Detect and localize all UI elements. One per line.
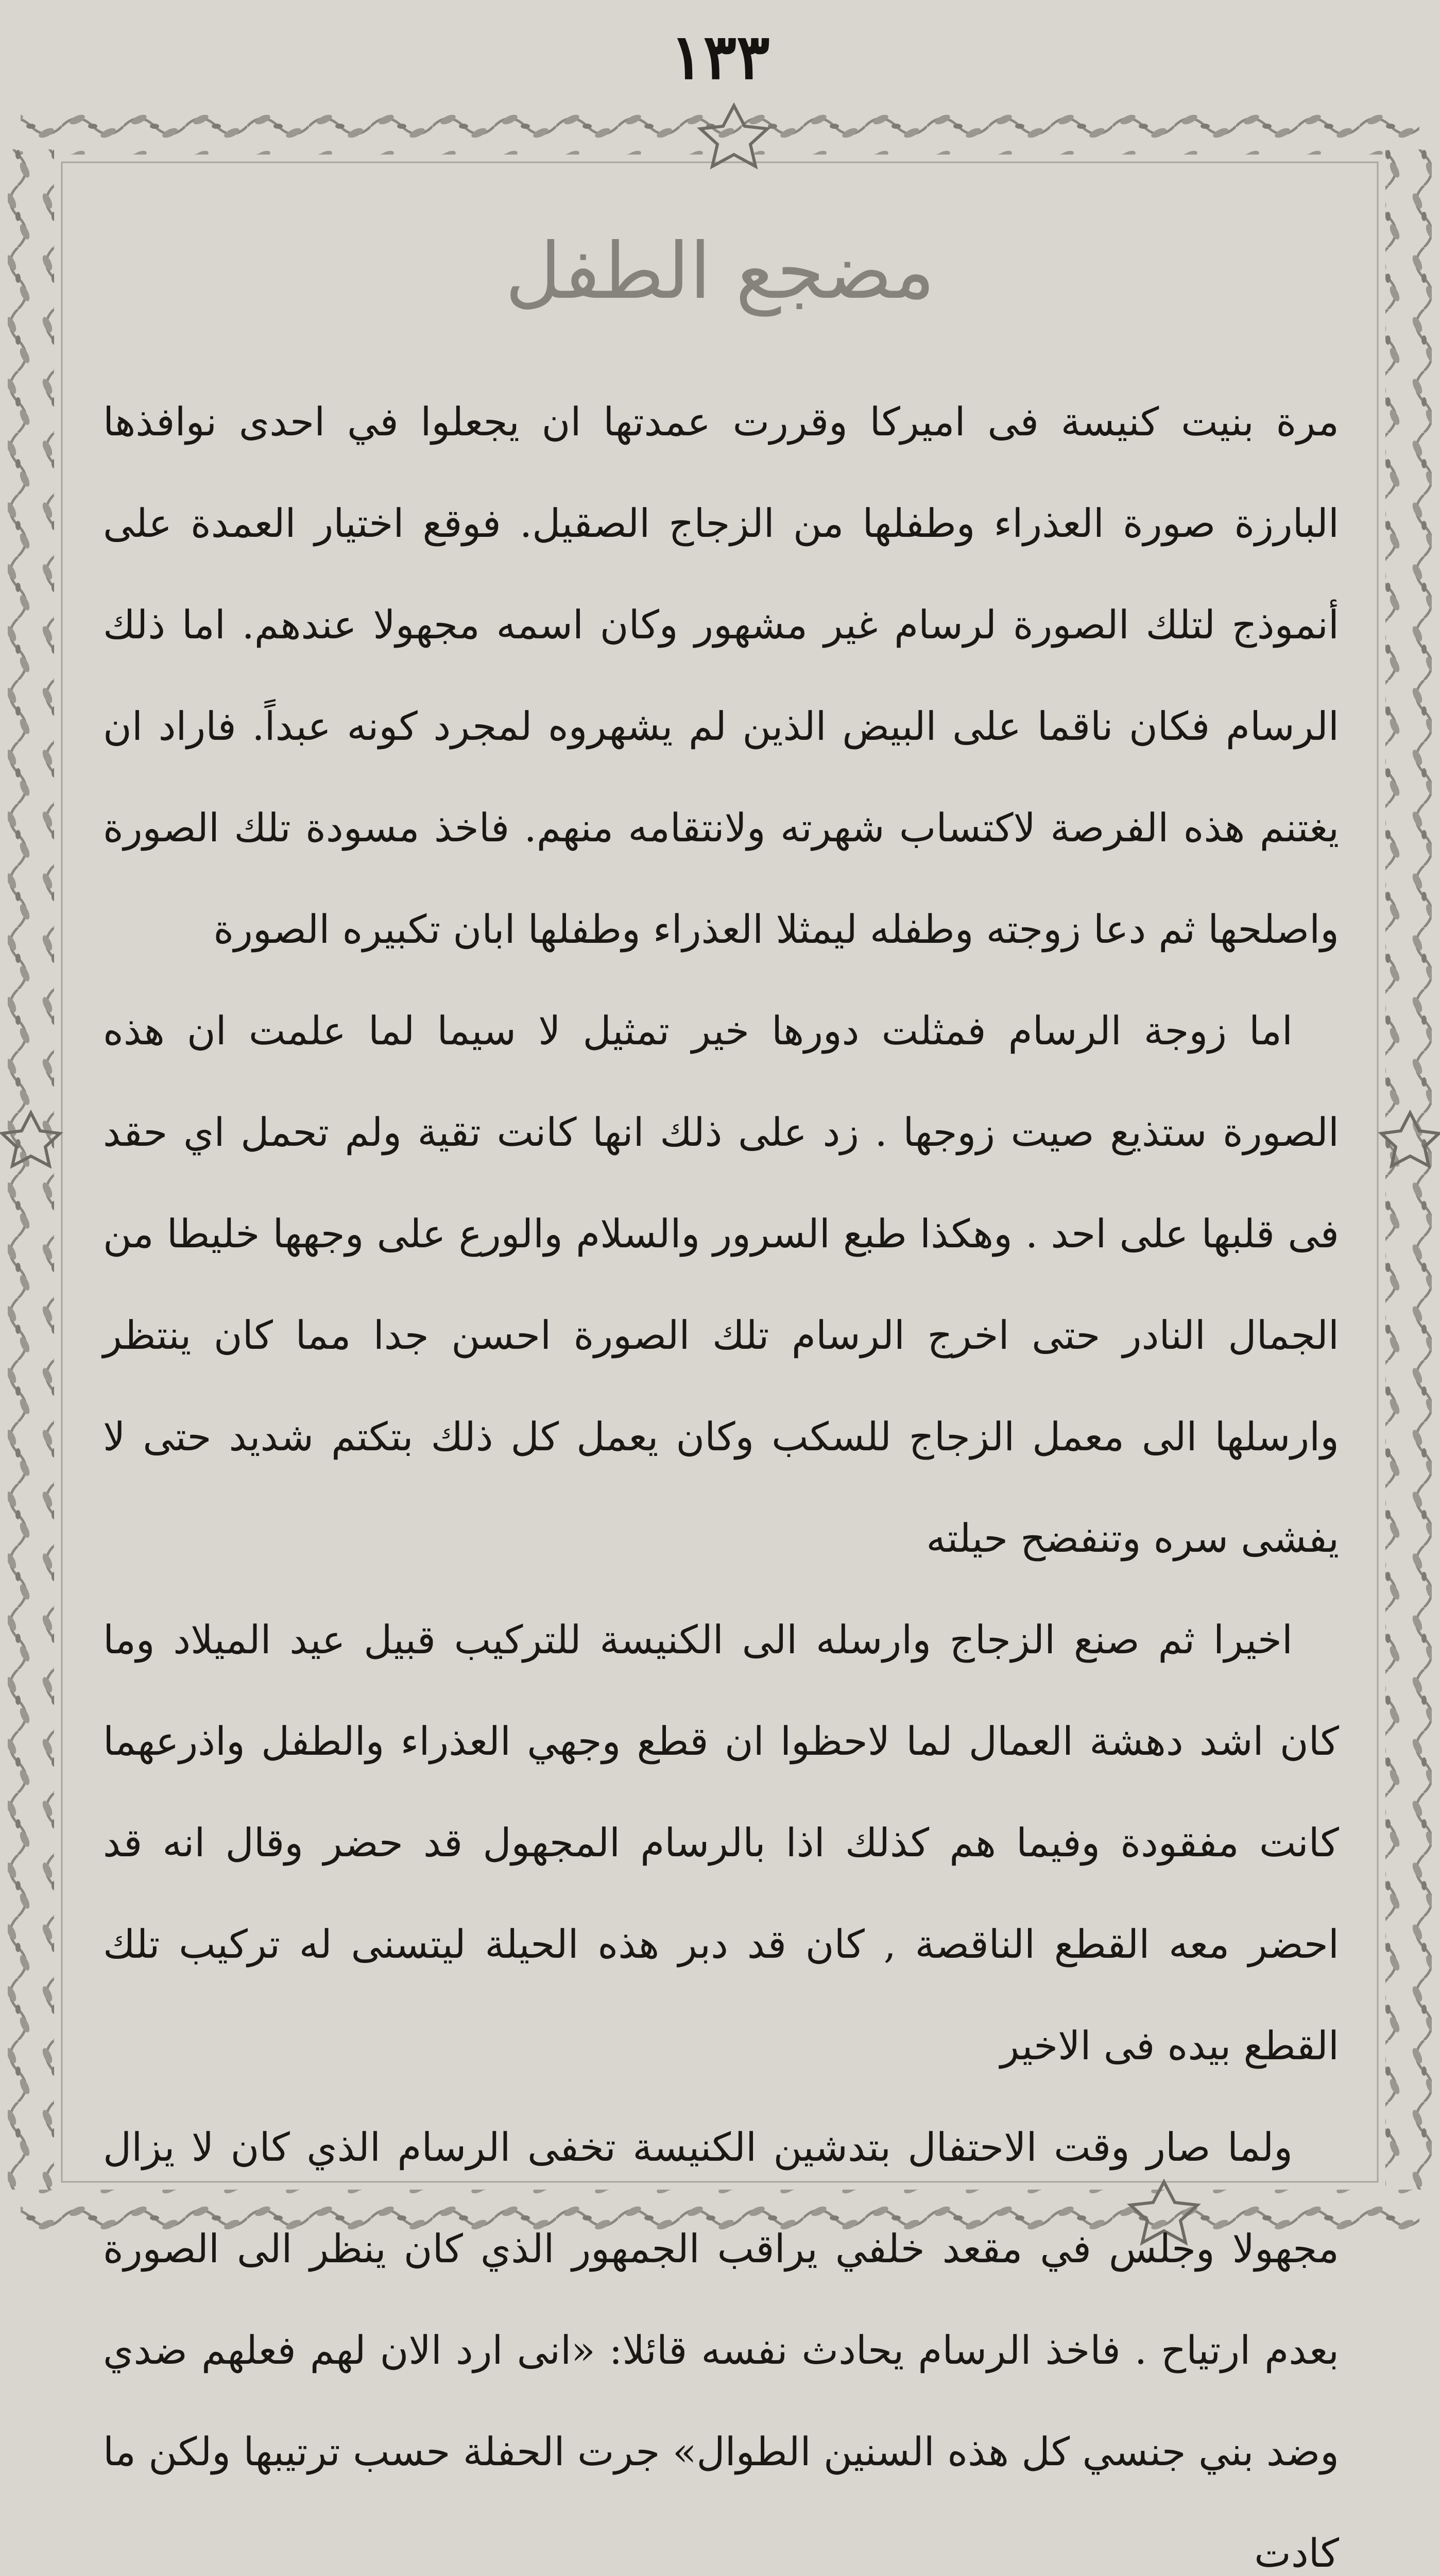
page-title: مضجع الطفل (505, 227, 935, 316)
paragraph-4: ولما صار وقت الاحتفال بتدشين الكنيسة تخفى الرسام الذي كان لا يزال مجهولا وجلس في مقعد خلفي يراقب الجمهور الذي كان ينظر الى الصورة بعدم ارتياح . فاخذ الرسام يحادث نفسه قائلا: «انى ارد الان لهم فعلهم ضدي وضد بني جنسي كل هذه السنين الطوال» جرت الحفلة حسب ترتيبها ولكن ما كادت (103, 2124, 1339, 2576)
paragraph-1: مرة بنيت كنيسة فى اميركا وقررت عمدتها ان يجعلوا في احدى نوافذها البارزة صورة العذراء وطفلها من الزجاج الصقيل. فوقع اختيار العمدة على أنموذج لتلك الصورة لرسام غير مشهور وكان اسمه مجهولا عندهم. اما ذلك الرسام فكان ناقما على البيض الذين لم يشهروه لمجرد كونه عبداً. فاراد ان يغتنم هذه الفرصة لاكتساب شهرته ولانتقامه منهم. فاخذ مسودة تلك الصورة واصلحها ثم دعا زوجته وطفله ليمثلا العذراء وطفلها ابان تكبيره الصورة (103, 399, 1340, 952)
paragraph-2: اما زوجة الرسام فمثلت دورها خير تمثيل لا سيما لما علمت ان هذه الصورة ستذيع صيت زوجها . زد على ذلك انها كانت تقية ولم تحمل اي حقد فى قلبها على احد . وهكذا طبع السرور والسلام والورع على وجهها خليطا من الجمال النادر حتى اخرج الرسام تلك الصورة احسن جدا مما كان ينتظر وارسلها الى معمل الزجاج للسكب وكان يعمل كل ذلك بتكتم شديد حتى لا يفشى سره وتنفضح حيلته (103, 1008, 1339, 1561)
body-text (103, 371, 1339, 2576)
paragraph-3: اخيرا ثم صنع الزجاج وارسله الى الكنيسة للتركيب قبيل عيد الميلاد وما كان اشد دهشة العمال لما لاحظوا ان قطع وجهي العذراء والطفل واذرعهما كانت مفقودة وفيما هم كذلك اذا بالرسام المجهول قد حضر وقال انه قد احضر معه القطع الناقصة , كان قد دبر هذه الحيلة ليتسنى له تركيب تلك القطع بيده فى الاخير (103, 1617, 1339, 2069)
page-number: ١٣٣ (670, 21, 770, 93)
